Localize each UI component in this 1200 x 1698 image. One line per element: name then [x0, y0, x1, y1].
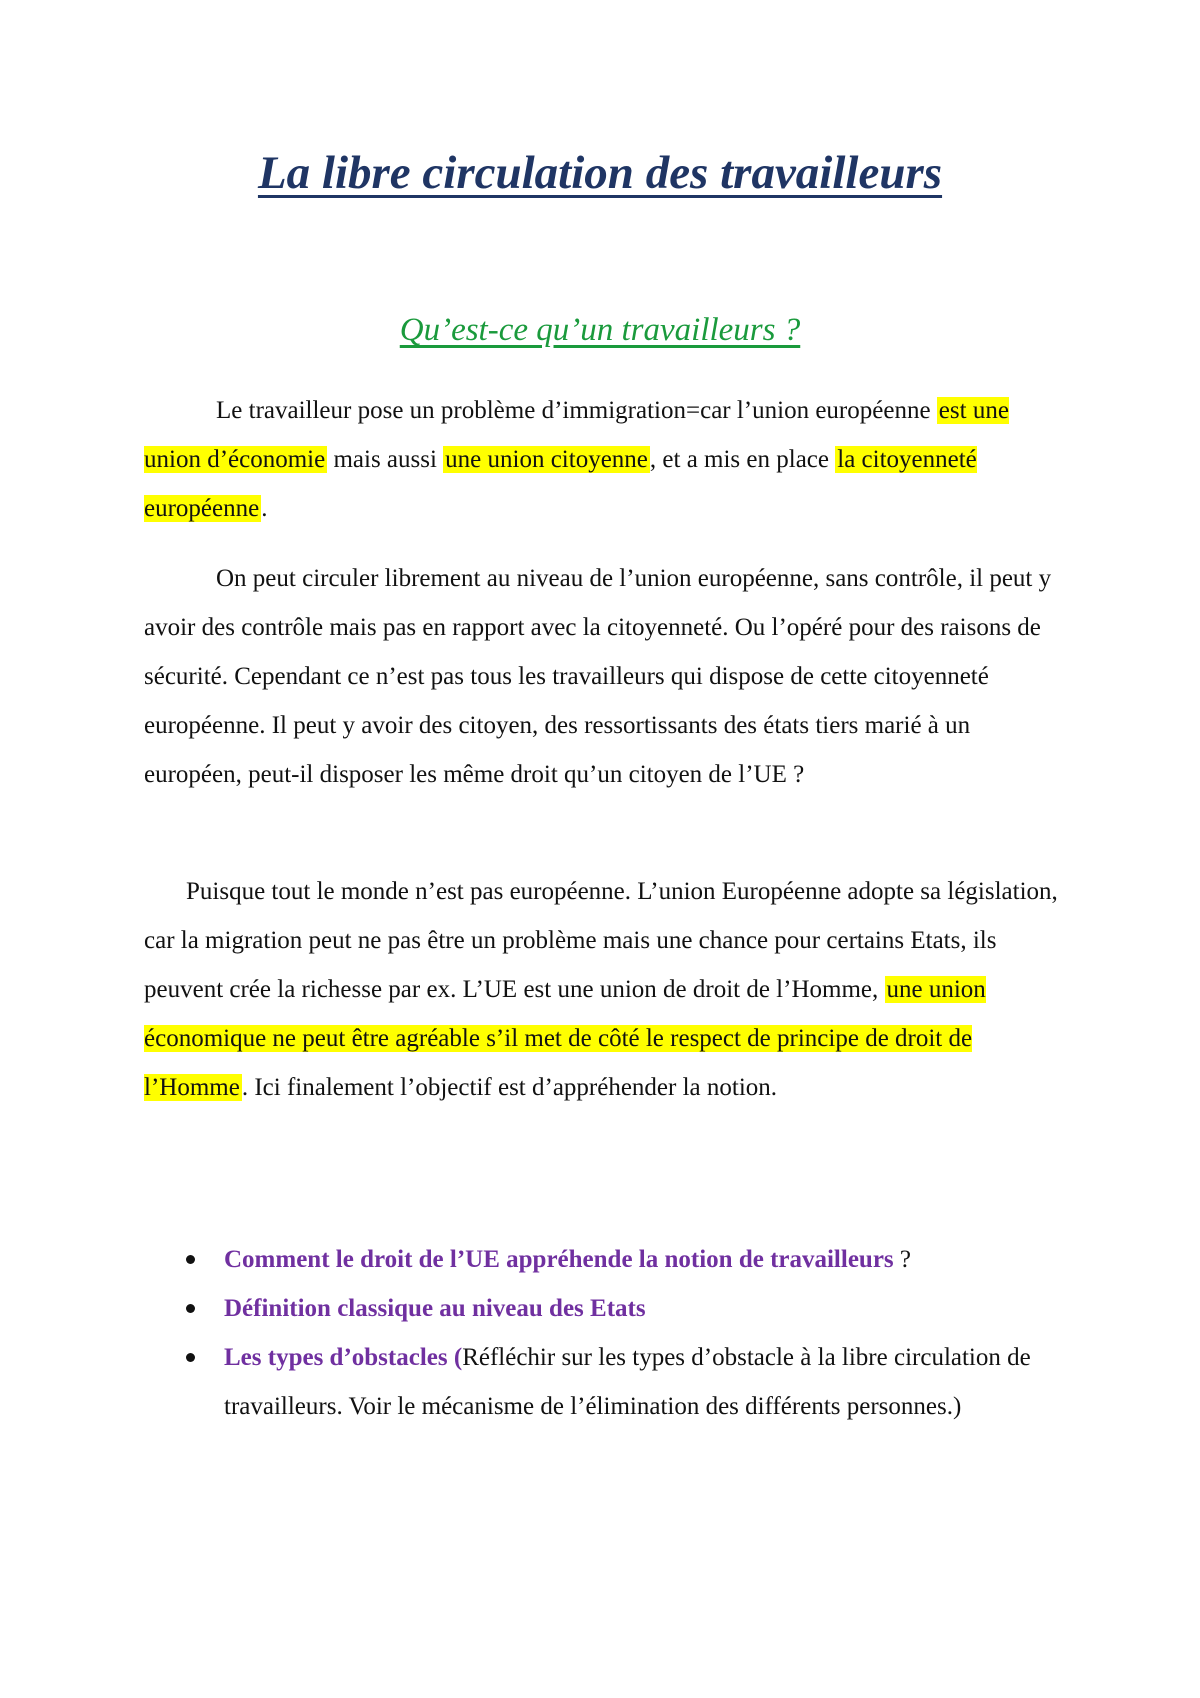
highlighted-text: la citoyenneté européenne [144, 446, 977, 522]
list-item-text: Réfléchir sur les types d’obstacle à la libre circulation de travailleurs. Voir le mécanisme de l’élimination des différents personnes.) [224, 1344, 1031, 1420]
highlighted-text: une union économique ne peut être agréable s’il met de côté le respect de principe de droit de l’Homme [144, 976, 986, 1101]
bullet-icon [186, 1304, 195, 1313]
paragraph-text: . [261, 495, 268, 522]
paragraph-2 [144, 554, 1062, 799]
paragraph-text: mais aussi [327, 446, 444, 473]
list-item-text: ? [893, 1246, 912, 1273]
document-title: La libre circulation des travailleurs [257, 147, 943, 199]
bullet-icon [186, 1353, 195, 1362]
bullet-list [186, 1235, 1046, 1431]
list-item [186, 1284, 1046, 1333]
paragraph-1 [144, 386, 1062, 533]
paragraph-text: Puisque tout le monde n’est pas européenne. L’union Européenne adopte sa législation, car la migration peut ne pas être un problème mais une chance pour certains Etats, ils peuvent crée la richesse par ex. L’UE est une union de droit de l’Homme, [144, 878, 1058, 1003]
list-item [186, 1333, 1046, 1431]
paragraph-text: . Ici finalement l’objectif est d’appréhender la notion. [241, 1074, 778, 1101]
bullet-icon [186, 1255, 195, 1264]
highlighted-text: une union citoyenne [445, 446, 648, 473]
paragraph-text: On peut circuler librement au niveau de l’union européenne, sans contrôle, il peut y avoir des contrôle mais pas en rapport avec la citoyenneté. Ou l’opéré pour des raisons de sécurité. Cependant ce n’est pas tous les travailleurs qui dispose de cette citoyenneté européenne. Il peut y avoir des citoyen, des ressortissants des états tiers marié à un européen, peut-il disposer les même droit qu’un citoyen de l’UE ? [144, 565, 1052, 788]
list-item-heading: Les types d’obstacles ( [224, 1344, 463, 1371]
list-item [186, 1235, 1046, 1284]
highlighted-text: est une union d’économie [144, 397, 1009, 473]
paragraph-text: Le travailleur pose un problème d’immigration=car l’union européenne [216, 397, 937, 424]
paragraph-3 [144, 867, 1062, 1112]
list-item-heading: Définition classique au niveau des Etats [224, 1295, 646, 1322]
list-item-heading: Comment le droit de l’UE appréhende la notion de travailleurs [224, 1246, 894, 1273]
paragraph-text: , et a mis en place [649, 446, 836, 473]
section-heading: Qu’est-ce qu’un travailleurs ? [399, 312, 801, 348]
